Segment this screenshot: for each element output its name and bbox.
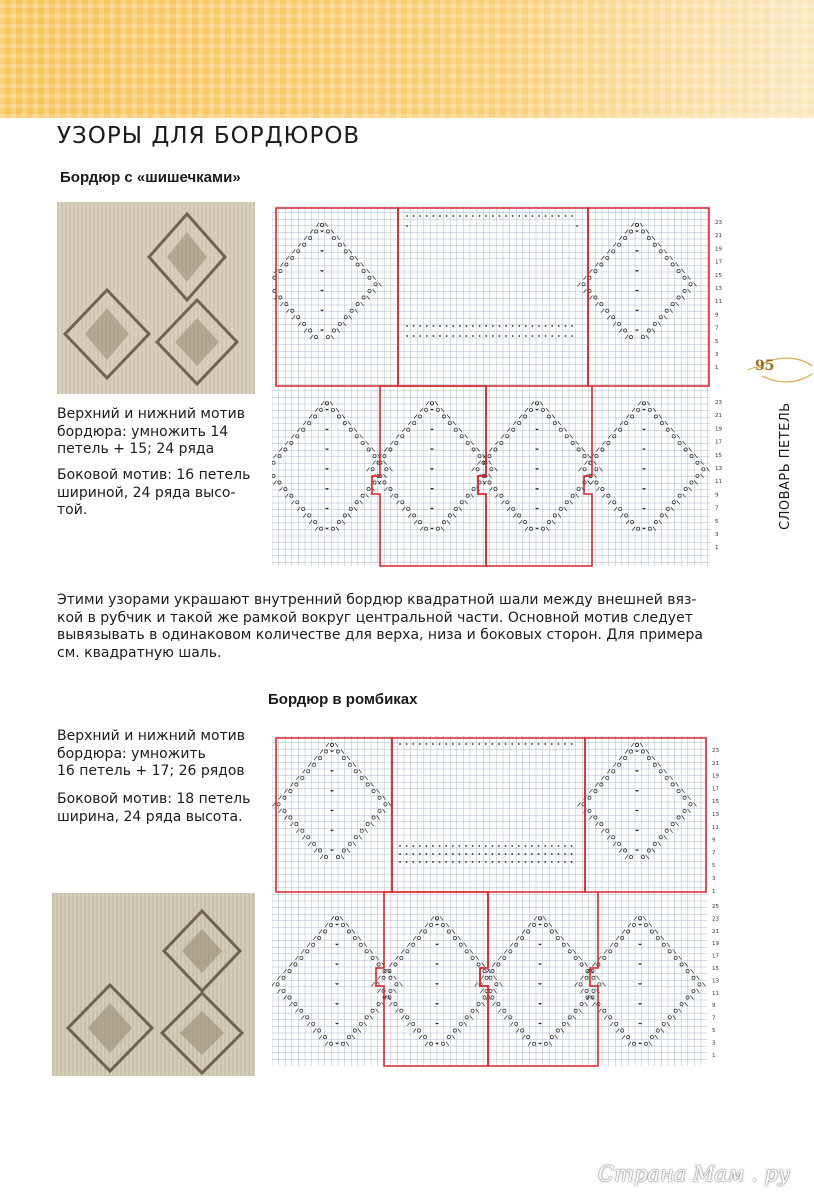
row-number: 7	[712, 1015, 716, 1022]
purl-dot	[406, 861, 408, 863]
purl-dot	[525, 861, 527, 863]
purl-dot	[551, 325, 553, 327]
row-number: 9	[712, 837, 716, 844]
purl-dot	[485, 743, 487, 745]
row-number: 5	[712, 1028, 716, 1034]
purl-dot	[472, 325, 474, 327]
purl-dot	[406, 215, 408, 217]
purl-dot	[532, 325, 534, 327]
purl-dot	[412, 853, 414, 855]
purl-dot	[498, 853, 500, 855]
row-number: 23	[712, 916, 719, 923]
purl-dot	[551, 853, 553, 855]
purl-dot	[498, 861, 500, 863]
knit-photo-2	[52, 893, 255, 1076]
purl-dot	[558, 743, 560, 745]
purl-dot	[571, 861, 573, 863]
purl-dot	[419, 861, 421, 863]
purl-dot	[525, 335, 527, 337]
purl-dot	[472, 845, 474, 847]
purl-dot	[479, 215, 481, 217]
row-number: 5	[712, 863, 716, 870]
purl-dot	[538, 743, 540, 745]
purl-dot	[544, 743, 546, 745]
purl-dot	[413, 335, 415, 337]
row-number: 3	[712, 1040, 716, 1047]
purl-dot	[512, 335, 514, 337]
purl-dot	[432, 853, 434, 855]
purl-dot	[511, 861, 513, 863]
purl-dot	[538, 215, 540, 217]
purl-dot	[571, 215, 573, 217]
purl-dot	[565, 325, 567, 327]
purl-dot	[399, 845, 401, 847]
purl-dot	[446, 325, 448, 327]
purl-dot	[505, 861, 507, 863]
purl-dot	[459, 845, 461, 847]
purl-dot	[445, 845, 447, 847]
purl-dot	[433, 325, 435, 327]
purl-dot	[406, 335, 408, 337]
purl-dot	[571, 335, 573, 337]
purl-dot	[518, 743, 520, 745]
purl-dot	[466, 335, 468, 337]
row-number: 13	[715, 286, 722, 292]
purl-dot	[465, 743, 467, 745]
purl-dot	[466, 325, 468, 327]
purl-dot	[478, 861, 480, 863]
purl-dot	[406, 325, 408, 327]
purl-dot	[492, 861, 494, 863]
purl-dot	[551, 335, 553, 337]
purl-dot	[544, 861, 546, 863]
row-number: 1	[715, 365, 719, 372]
purl-dot	[576, 225, 578, 227]
purl-dot	[452, 215, 454, 217]
purl-dot	[558, 335, 560, 337]
purl-dot	[459, 861, 461, 863]
purl-dot	[564, 743, 566, 745]
row-number: 9	[715, 312, 719, 319]
purl-dot	[492, 325, 494, 327]
row-number: 11	[712, 990, 719, 997]
purl-dot	[485, 861, 487, 863]
row-number: 17	[715, 439, 722, 446]
purl-dot	[492, 215, 494, 217]
purl-dot	[558, 853, 560, 855]
purl-dot	[439, 861, 441, 863]
purl-dot	[545, 335, 547, 337]
row-number: 25	[712, 904, 719, 910]
purl-dot	[485, 853, 487, 855]
row-number: 5	[715, 338, 719, 345]
purl-dot	[412, 861, 414, 863]
row-number: 11	[715, 299, 722, 306]
purl-dot	[439, 335, 441, 337]
side-tab-label: СЛОВАРЬ ПЕТЕЛЬ	[778, 402, 793, 530]
purl-dot	[432, 743, 434, 745]
purl-dot	[571, 325, 573, 327]
row-number: 15	[712, 799, 719, 806]
purl-dot	[452, 853, 454, 855]
row-number: 17	[715, 259, 722, 266]
purl-dot	[505, 743, 507, 745]
row-number: 23	[712, 748, 719, 754]
purl-dot	[433, 215, 435, 217]
purl-dot	[571, 853, 573, 855]
purl-dot	[459, 325, 461, 327]
purl-dot	[551, 743, 553, 745]
purl-dot	[446, 335, 448, 337]
purl-dot	[498, 743, 500, 745]
purl-dot	[412, 845, 414, 847]
purl-dot	[545, 215, 547, 217]
row-number: 19	[712, 773, 719, 780]
purl-dot	[419, 845, 421, 847]
purl-dot	[538, 861, 540, 863]
purl-dot	[426, 743, 428, 745]
row-number: 15	[715, 452, 722, 459]
purl-dot	[399, 861, 401, 863]
purl-dot	[518, 215, 520, 217]
section1-note-main: Верхний и нижний мотив бордюра: умножить 14 петель + 15; 24 ряда	[57, 406, 246, 457]
row-number: 15	[712, 966, 719, 972]
purl-dot	[518, 325, 520, 327]
purl-dot	[531, 743, 533, 745]
purl-dot	[465, 853, 467, 855]
purl-dot	[564, 853, 566, 855]
purl-dot	[419, 215, 421, 217]
purl-dot	[485, 335, 487, 337]
purl-dot	[419, 335, 421, 337]
page-number: 95	[755, 358, 775, 374]
knitting-chart-1	[272, 206, 734, 572]
purl-dot	[551, 861, 553, 863]
row-number: 19	[712, 941, 719, 948]
row-number: 3	[715, 532, 719, 538]
page-title: УЗОРЫ ДЛЯ БОРДЮРОВ	[57, 123, 361, 149]
purl-dot	[465, 861, 467, 863]
purl-dot	[399, 853, 401, 855]
purl-dot	[532, 215, 534, 217]
purl-dot	[426, 853, 428, 855]
purl-dot	[426, 215, 428, 217]
row-number: 7	[712, 850, 716, 857]
purl-dot	[459, 335, 461, 337]
purl-dot	[492, 743, 494, 745]
banner-fade	[0, 0, 814, 118]
row-number: 23	[715, 220, 722, 226]
knitting-chart-2	[272, 736, 734, 1072]
purl-dot	[465, 845, 467, 847]
purl-dot	[505, 845, 507, 847]
purl-dot	[472, 861, 474, 863]
purl-dot	[538, 845, 540, 847]
purl-dot	[492, 853, 494, 855]
purl-dot	[459, 215, 461, 217]
purl-dot	[445, 743, 447, 745]
purl-dot	[446, 215, 448, 217]
purl-dot	[419, 743, 421, 745]
purl-dot	[445, 853, 447, 855]
purl-dot	[518, 853, 520, 855]
row-number: 1	[712, 1052, 716, 1059]
purl-dot	[445, 861, 447, 863]
row-number: 11	[715, 479, 722, 486]
purl-dot	[544, 845, 546, 847]
purl-dot	[558, 215, 560, 217]
purl-dot	[525, 215, 527, 217]
row-numbers	[715, 220, 722, 551]
purl-dot	[505, 335, 507, 337]
purl-dot	[433, 335, 435, 337]
purl-dot	[472, 215, 474, 217]
row-numbers	[712, 748, 719, 1059]
intro-paragraph: Этими узорами украшают внутренний бордюр квадратной шали между внешней вяз- кой в рубчик и такой же рамкой вокруг центральной части. Основной мотив следует вывязывать в одинаковом количестве для верха, низа и боковых сторон. Для примера см. квадратную шаль.	[57, 592, 703, 661]
purl-dot	[439, 853, 441, 855]
row-number: 19	[715, 426, 722, 433]
purl-dot	[406, 845, 408, 847]
purl-dot	[472, 335, 474, 337]
purl-dot	[545, 325, 547, 327]
row-number: 13	[712, 978, 719, 985]
row-number: 21	[712, 760, 719, 767]
purl-dot	[571, 845, 573, 847]
purl-dot	[518, 861, 520, 863]
purl-dot	[551, 845, 553, 847]
purl-dot	[531, 845, 533, 847]
purl-dot	[565, 215, 567, 217]
purl-dot	[558, 845, 560, 847]
purl-dot	[511, 853, 513, 855]
row-number: 13	[712, 812, 719, 818]
purl-dot	[452, 335, 454, 337]
purl-dot	[413, 215, 415, 217]
row-number: 13	[715, 466, 722, 472]
row-number: 19	[715, 246, 722, 253]
purl-dot	[538, 325, 540, 327]
purl-dot	[505, 853, 507, 855]
purl-dot	[538, 853, 540, 855]
row-number: 7	[715, 325, 719, 332]
purl-dot	[532, 335, 534, 337]
purl-dot	[512, 325, 514, 327]
row-number: 9	[715, 492, 719, 499]
purl-dot	[498, 845, 500, 847]
row-number: 9	[712, 1003, 716, 1010]
purl-dot	[406, 743, 408, 745]
purl-dot	[511, 743, 513, 745]
purl-dot	[565, 335, 567, 337]
purl-dot	[518, 335, 520, 337]
purl-dot	[499, 335, 501, 337]
purl-dot	[485, 325, 487, 327]
section2-note-main: Верхний и нижний мотив бордюра: умножить 16 петель + 17; 26 рядов	[57, 728, 246, 779]
row-number: 5	[715, 518, 719, 525]
section1-note-side: Боковой мотив: 16 петель шириной, 24 ряда высо- той.	[57, 467, 251, 518]
purl-dot	[538, 335, 540, 337]
site-watermark: Страна Мам . ру	[598, 1162, 791, 1186]
purl-dot	[459, 853, 461, 855]
purl-dot	[413, 325, 415, 327]
purl-dot	[478, 743, 480, 745]
purl-dot	[452, 845, 454, 847]
purl-dot	[525, 845, 527, 847]
purl-dot	[531, 853, 533, 855]
row-number: 21	[712, 928, 719, 935]
row-number: 21	[715, 233, 722, 240]
purl-dot	[439, 215, 441, 217]
purl-dot	[551, 215, 553, 217]
row-number: 17	[712, 953, 719, 960]
purl-dot	[426, 325, 428, 327]
purl-dot	[459, 743, 461, 745]
purl-dot	[525, 743, 527, 745]
purl-dot	[505, 215, 507, 217]
purl-dot	[544, 853, 546, 855]
row-number: 3	[715, 352, 719, 358]
purl-dot	[525, 325, 527, 327]
row-number: 15	[715, 272, 722, 279]
purl-dot	[492, 845, 494, 847]
purl-dot	[505, 325, 507, 327]
purl-dot	[406, 853, 408, 855]
purl-dot	[432, 861, 434, 863]
purl-dot	[439, 325, 441, 327]
purl-dot	[419, 325, 421, 327]
purl-dot	[558, 325, 560, 327]
purl-dot	[564, 861, 566, 863]
purl-dot	[499, 325, 501, 327]
row-number: 1	[712, 888, 716, 895]
purl-dot	[478, 845, 480, 847]
row-number: 3	[712, 876, 716, 882]
purl-dot	[472, 743, 474, 745]
purl-dot	[426, 861, 428, 863]
row-number: 11	[712, 824, 719, 831]
purl-dot	[472, 853, 474, 855]
purl-dot	[525, 853, 527, 855]
purl-dot	[452, 861, 454, 863]
purl-dot	[399, 743, 401, 745]
purl-dot	[479, 335, 481, 337]
purl-dot	[439, 845, 441, 847]
purl-dot	[479, 325, 481, 327]
purl-dot	[485, 215, 487, 217]
row-number: 21	[715, 413, 722, 420]
purl-dot	[426, 335, 428, 337]
purl-dot	[426, 845, 428, 847]
purl-dot	[518, 845, 520, 847]
purl-dot	[466, 215, 468, 217]
knit-photo-1	[57, 202, 255, 394]
row-number: 17	[712, 786, 719, 793]
purl-dot	[419, 853, 421, 855]
purl-dot	[558, 861, 560, 863]
purl-dot	[406, 225, 408, 227]
purl-dot	[432, 845, 434, 847]
purl-dot	[452, 325, 454, 327]
purl-dot	[492, 335, 494, 337]
purl-dot	[485, 845, 487, 847]
purl-dot	[499, 215, 501, 217]
purl-dot	[439, 743, 441, 745]
purl-dot	[512, 215, 514, 217]
row-number: 7	[715, 505, 719, 512]
section2-heading: Бордюр в ромбиках	[268, 691, 418, 708]
purl-dot	[571, 743, 573, 745]
section2-note-side: Боковой мотив: 18 петель ширина, 24 ряда высота.	[57, 791, 251, 825]
purl-dot	[452, 743, 454, 745]
purl-dot	[511, 845, 513, 847]
purl-dot	[531, 861, 533, 863]
row-number: 1	[715, 545, 719, 552]
purl-dot	[564, 845, 566, 847]
section1-heading: Бордюр с «шишечками»	[60, 169, 241, 186]
purl-dot	[478, 853, 480, 855]
purl-dot	[412, 743, 414, 745]
row-number: 23	[715, 400, 722, 406]
